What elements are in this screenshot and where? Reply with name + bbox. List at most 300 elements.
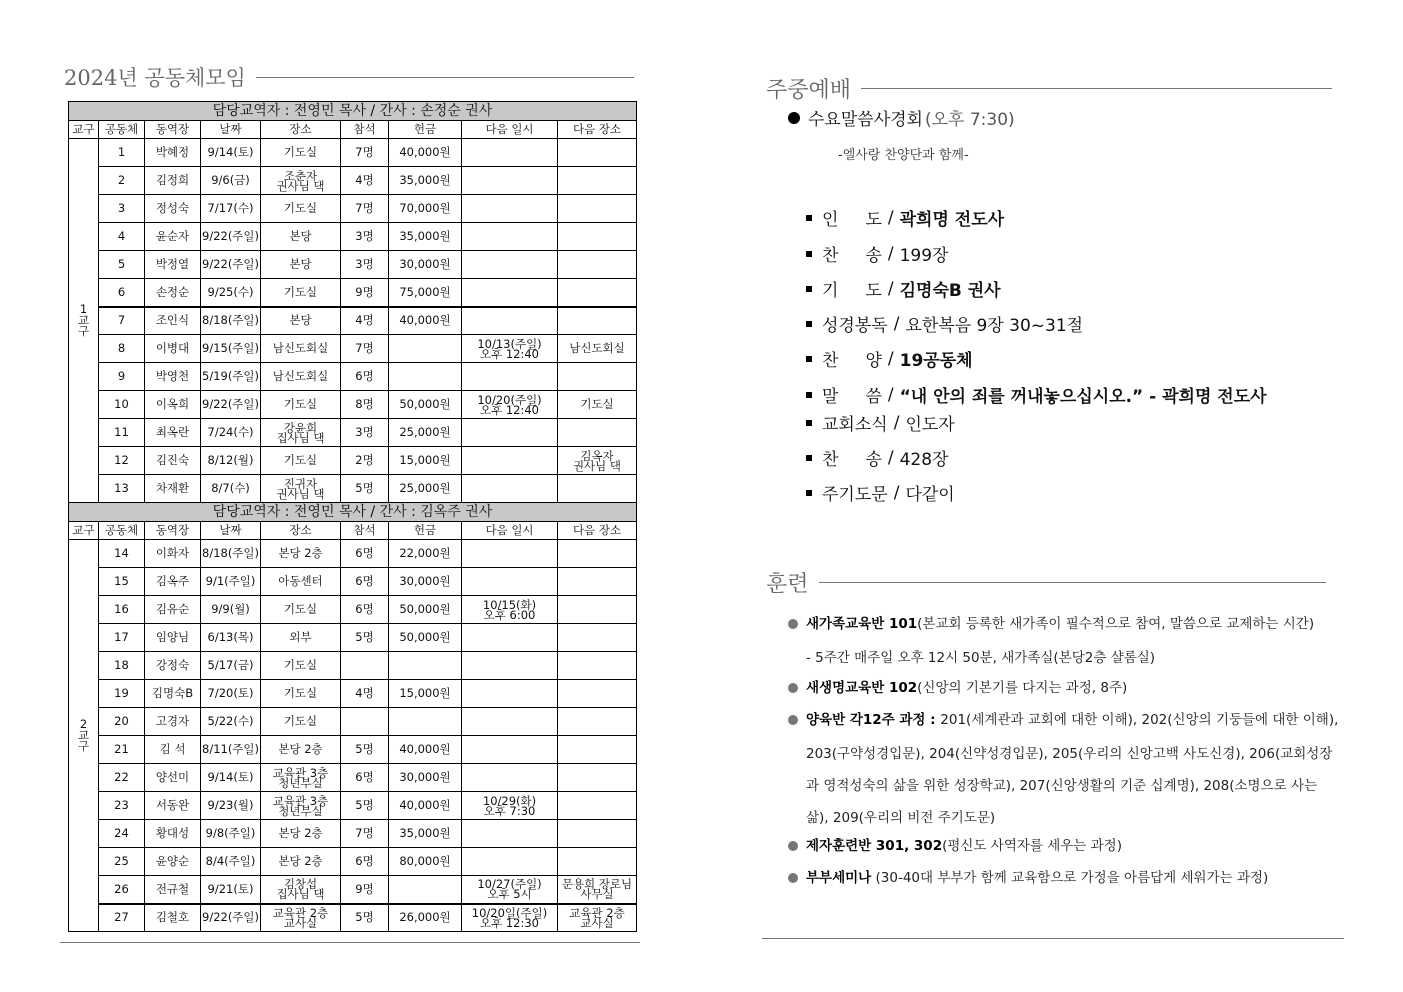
cell-date: 6/13(목) [201,624,261,652]
cell-leader: 강정숙 [145,652,201,680]
worship-order-item [806,276,1001,301]
cell-place [261,419,341,447]
cell-next-time [462,279,558,307]
column-header: 장소 [261,121,341,139]
worship-order-item [806,241,948,266]
cell-place: 기도실 [261,708,341,736]
cell-offering [389,335,462,363]
cell-attendance: 5명 [341,792,389,820]
cell-place: 아동센터 [261,568,341,596]
training-detail: 과 영적성숙의 삶을 위한 성장학교), 207(신앙생활의 기준 십계명), 208(소명으로 사는 [806,778,1318,794]
cell-line: 교육관 3층 [272,793,329,808]
cell-line: 10/20일(주일) [471,905,548,920]
training-item-101 [788,614,1314,634]
cell-leader: 이병대 [145,335,201,363]
worship-order-item [806,410,955,435]
cell-community: 18 [99,652,145,680]
cell-place: 본당 [261,307,341,335]
order-value: 19공동체 [899,351,973,371]
column-header: 공동체 [99,121,145,139]
cell-offering: 40,000원 [389,792,462,820]
cell-next-place [558,904,637,932]
cell-next-time [462,680,558,708]
order-role: 찬 송 [822,246,882,266]
cell-line: 교사실 [580,915,614,930]
table-row [69,391,637,419]
cell-community: 11 [99,419,145,447]
cell-date: 9/1(주일) [201,568,261,596]
cell-community: 21 [99,736,145,764]
cell-next-place: 남신도회실 [558,335,637,363]
table-row [69,680,637,708]
cell-next-place [558,307,637,335]
cell-attendance: 4명 [341,307,389,335]
cell-date: 8/7(수) [201,475,261,503]
worship-order-item [806,311,1083,336]
training-detail: 203(구약성경입문), 204(신약성경입문), 205(우리의 신앙고백 사도신경), 206(교회성장 [806,746,1333,762]
gyogu-char: 구 [77,324,90,338]
cell-community: 6 [99,279,145,307]
cell-next-place [558,223,637,251]
cell-offering: 25,000원 [389,419,462,447]
training-title: 훈련 [766,572,809,597]
cell-place [261,792,341,820]
cell-line: 교육관 3층 [272,765,329,780]
cell-attendance: 5명 [341,736,389,764]
column-header: 참석 [341,121,389,139]
cell-offering: 35,000원 [389,167,462,195]
cell-place [261,876,341,904]
cell-place: 기도실 [261,279,341,307]
slash-separator: / [887,207,894,228]
cell-date: 8/11(주일) [201,736,261,764]
cell-offering [389,876,462,904]
order-role: 인 도 [822,210,882,230]
cell-date: 9/25(수) [201,279,261,307]
cell-date: 9/22(주일) [201,904,261,932]
table-row [69,652,637,680]
cell-leader: 김철호 [145,904,201,932]
training-item-102 [788,678,1127,698]
column-header-row [69,121,637,139]
column-header: 날짜 [201,522,261,540]
header-rule [819,582,1326,583]
order-value: 곽희명 전도사 [899,210,1005,230]
training-detail: 삶), 209(우리의 비전 주기도문) [806,810,996,826]
table-row [69,139,637,167]
cell-community: 13 [99,475,145,503]
square-bullet-icon [806,490,812,496]
order-value: “내 안의 죄를 꺼내놓으십시오.” - 곽희명 전도사 [899,387,1267,407]
table-row [69,904,637,932]
cell-line: 김창섭 [283,877,318,892]
cell-line: 집사님 댁 [276,887,325,902]
banner-row [69,102,637,121]
table-row [69,568,637,596]
cell-offering: 40,000원 [389,307,462,335]
cell-line: 집사님 댁 [276,430,325,445]
column-header: 헌금 [389,522,462,540]
column-header: 참석 [341,522,389,540]
worship-order-item [806,445,948,470]
order-role: 교회소식 [822,415,888,435]
cell-next-time [462,540,558,568]
square-bullet-icon [806,420,812,426]
slash-separator: / [893,412,900,433]
cell-leader: 양선미 [145,764,201,792]
cell-line: 사무실 [580,887,614,902]
training-desc: (신앙의 기본기를 다지는 과정, 8주) [917,680,1128,696]
gyogu-label [69,139,99,503]
cell-date: 9/15(주일) [201,335,261,363]
cell-next-place [558,820,637,848]
bullet-icon [788,683,798,693]
column-header: 다음 일시 [462,522,558,540]
cell-date: 5/19(주일) [201,363,261,391]
cell-place: 기도실 [261,391,341,419]
service-time: (오후 7:30) [924,110,1015,130]
cell-next-time [462,391,558,419]
group-banner: 담당교역자 : 전영민 목사 / 간사 : 손정순 권사 [69,102,637,121]
left-bottom-rule [60,942,640,943]
cell-place [261,764,341,792]
order-value: 428장 [899,450,949,470]
meeting-grid [68,101,637,932]
cell-place: 본당 2층 [261,820,341,848]
cell-leader: 김진숙 [145,447,201,475]
cell-leader: 서동완 [145,792,201,820]
order-role: 기 도 [822,281,882,301]
training-detail: - 5주간 매주일 오후 12시 50분, 새가족실(본당2층 샬롬실) [806,650,1156,666]
column-header: 다음 장소 [558,121,637,139]
cell-date: 5/22(수) [201,708,261,736]
order-value: 다같이 [905,485,955,505]
cell-community: 24 [99,820,145,848]
square-bullet-icon [806,215,812,221]
cell-leader: 최옥란 [145,419,201,447]
cell-place: 기도실 [261,195,341,223]
cell-place: 외부 [261,624,341,652]
cell-next-time [462,307,558,335]
cell-attendance: 6명 [341,764,389,792]
column-header: 다음 장소 [558,522,637,540]
cell-date: 9/6(금) [201,167,261,195]
column-header: 동역장 [145,121,201,139]
cell-offering: 30,000원 [389,251,462,279]
cell-line: 청년부실 [278,803,323,818]
cell-attendance: 6명 [341,568,389,596]
table-row [69,848,637,876]
cell-date: 7/17(수) [201,195,261,223]
cell-leader: 윤순자 [145,223,201,251]
cell-community: 7 [99,307,145,335]
cell-community: 2 [99,167,145,195]
table-row [69,167,637,195]
cell-offering: 30,000원 [389,568,462,596]
cell-offering: 30,000원 [389,764,462,792]
slash-separator: / [887,348,894,369]
cell-next-time [462,708,558,736]
cell-next-time [462,167,558,195]
cell-next-time [462,419,558,447]
cell-next-place [558,475,637,503]
cell-place: 남신도회실 [261,363,341,391]
cell-leader: 임양님 [145,624,201,652]
cell-attendance: 7명 [341,195,389,223]
cell-date: 7/24(수) [201,419,261,447]
training-name: 제자훈련반 301, 302 [806,838,943,854]
cell-offering: 40,000원 [389,736,462,764]
cell-leader: 전규철 [145,876,201,904]
cell-place: 기도실 [261,652,341,680]
cell-next-place: 기도실 [558,391,637,419]
cell-attendance: 7명 [341,139,389,167]
slash-separator: / [887,384,894,405]
cell-line: 10/29(화) [482,793,537,808]
square-bullet-icon [806,356,812,362]
cell-leader: 박혜정 [145,139,201,167]
gyogu-char: 구 [77,739,90,753]
gyogu-char: 2 [79,717,88,731]
training-item-disciple [788,836,1122,856]
training-name: 새가족교육반 101 [806,616,918,632]
cell-community: 27 [99,904,145,932]
cell-next-time [462,139,558,167]
cell-next-place [558,419,637,447]
cell-line: 오후 7:30 [483,803,536,818]
cell-line: 강윤희 [283,420,318,435]
cell-leader: 황대성 [145,820,201,848]
cell-community: 19 [99,680,145,708]
cell-attendance: 6명 [341,848,389,876]
table-row [69,792,637,820]
cell-offering [389,363,462,391]
cell-next-place [558,568,637,596]
cell-attendance [341,652,389,680]
cell-date: 9/22(주일) [201,223,261,251]
gyogu-char: 교 [77,313,90,327]
cell-date: 8/18(주일) [201,307,261,335]
cell-line: 권사님 댁 [276,486,325,501]
square-bullet-icon [806,321,812,327]
cell-next-time [462,652,558,680]
table-row [69,876,637,904]
table-row [69,736,637,764]
cell-date: 9/9(월) [201,596,261,624]
cell-community: 12 [99,447,145,475]
cell-community: 3 [99,195,145,223]
worship-order-item [806,382,1267,407]
cell-next-time [462,251,558,279]
cell-line: 10/20(주일) [477,392,542,407]
cell-attendance: 3명 [341,419,389,447]
cell-next-place [558,624,637,652]
left-section-header [64,62,634,92]
training-desc: (본교회 등록한 새가족이 필수적으로 참여, 말씀으로 교제하는 시간) [917,616,1315,632]
cell-line: 권사님 댁 [276,178,325,193]
cell-leader: 김정희 [145,167,201,195]
cell-date: 8/4(주일) [201,848,261,876]
training-desc: 201(세계관과 교회에 대한 이해), 202(신앙의 기둥들에 대한 이해), [940,712,1339,728]
cell-place: 기도실 [261,596,341,624]
cell-community: 17 [99,624,145,652]
cell-next-time [462,876,558,904]
cell-line: 오후 12:40 [479,346,539,361]
cell-community: 15 [99,568,145,596]
cell-next-time [462,792,558,820]
cell-next-place [558,195,637,223]
cell-community: 20 [99,708,145,736]
right-bottom-rule [762,938,1344,939]
table-row [69,307,637,335]
bullet-icon [788,873,798,883]
community-meeting-table [68,101,636,932]
cell-community: 16 [99,596,145,624]
cell-next-place [558,139,637,167]
cell-place [261,475,341,503]
square-bullet-icon [806,286,812,292]
table-row [69,335,637,363]
worship-order-item [806,480,955,505]
cell-line: 문용희 장로님 [561,877,633,892]
order-value: 199장 [899,246,949,266]
training-name: 부부세미나 [806,870,872,886]
table-row [69,475,637,503]
cell-offering: 75,000원 [389,279,462,307]
order-role: 주기도문 [822,485,888,505]
cell-attendance: 6명 [341,363,389,391]
column-header: 헌금 [389,121,462,139]
cell-next-time [462,596,558,624]
cell-next-place [558,680,637,708]
cell-leader: 이화자 [145,540,201,568]
gyogu-char: 1 [79,302,88,316]
cell-line: 10/15(화) [482,597,537,612]
cell-next-place [558,736,637,764]
cell-date: 9/21(토) [201,876,261,904]
cell-leader: 박영천 [145,363,201,391]
order-role: 말 씀 [822,387,882,407]
cell-attendance: 8명 [341,391,389,419]
slash-separator: / [893,482,900,503]
header-rule [861,88,1332,89]
table-row [69,540,637,568]
cell-date: 9/22(주일) [201,251,261,279]
cell-line: 교사실 [283,915,318,930]
cell-date: 8/18(주일) [201,540,261,568]
table-row [69,447,637,475]
cell-leader: 조인식 [145,307,201,335]
cell-community: 23 [99,792,145,820]
cell-offering [389,652,462,680]
cell-date: 9/23(월) [201,792,261,820]
cell-next-time [462,736,558,764]
table-row [69,223,637,251]
cell-place: 본당 [261,251,341,279]
cell-leader: 김 석 [145,736,201,764]
table-row [69,596,637,624]
cell-next-place [558,540,637,568]
cell-line: 10/13(주일) [477,336,542,351]
cell-place [261,904,341,932]
cell-offering: 22,000원 [389,540,462,568]
table-row [69,195,637,223]
cell-attendance: 7명 [341,820,389,848]
cell-next-place [558,848,637,876]
cell-attendance: 6명 [341,540,389,568]
group-banner: 담당교역자 : 전영민 목사 / 간사 : 김옥주 권사 [69,503,637,522]
cell-place: 남신도회실 [261,335,341,363]
cell-next-time [462,624,558,652]
cell-community: 10 [99,391,145,419]
cell-date: 5/17(금) [201,652,261,680]
cell-line: 교육관 2층 [569,905,625,920]
table-row [69,363,637,391]
cell-line: 오후 12:40 [479,402,539,417]
column-header: 장소 [261,522,341,540]
cell-next-time [462,363,558,391]
cell-next-place [558,596,637,624]
cell-place: 본당 2층 [261,848,341,876]
cell-attendance: 5명 [341,475,389,503]
training-name: 새생명교육반 102 [806,680,918,696]
cell-community: 22 [99,764,145,792]
cell-next-place [558,363,637,391]
cell-attendance: 3명 [341,251,389,279]
table-row [69,251,637,279]
cell-offering [389,708,462,736]
square-bullet-icon [806,251,812,257]
training-item-nurture [788,710,1338,730]
cell-community: 9 [99,363,145,391]
cell-offering: 26,000원 [389,904,462,932]
slash-separator: / [887,447,894,468]
order-role: 찬 양 [822,351,882,371]
cell-attendance [341,708,389,736]
cell-next-place [558,447,637,475]
training-desc: (평신도 사역자를 세우는 과정) [942,838,1122,854]
worship-section-header [766,73,1332,104]
cell-next-time [462,904,558,932]
cell-next-place [558,708,637,736]
cell-next-place [558,251,637,279]
cell-next-place [558,792,637,820]
cell-attendance: 5명 [341,904,389,932]
cell-next-place [558,652,637,680]
cell-attendance: 6명 [341,596,389,624]
bullet-icon [788,841,798,851]
cell-attendance: 9명 [341,279,389,307]
cell-community: 26 [99,876,145,904]
table-row [69,708,637,736]
cell-place: 본당 2층 [261,540,341,568]
order-value: 요한복음 9장 30~31절 [905,316,1084,336]
cell-offering: 50,000원 [389,391,462,419]
cell-date: 7/20(토) [201,680,261,708]
slash-separator: / [887,278,894,299]
cell-place [261,167,341,195]
cell-line: 10/27(주일) [477,877,542,892]
cell-offering: 50,000원 [389,624,462,652]
cell-next-place [558,279,637,307]
cell-line: 오후 5시 [487,887,532,902]
cell-attendance: 2명 [341,447,389,475]
cell-place: 본당 [261,223,341,251]
column-header: 다음 일시 [462,121,558,139]
training-name: 양육반 각12주 과정 : [806,712,941,728]
square-bullet-icon [806,455,812,461]
cell-next-time [462,848,558,876]
